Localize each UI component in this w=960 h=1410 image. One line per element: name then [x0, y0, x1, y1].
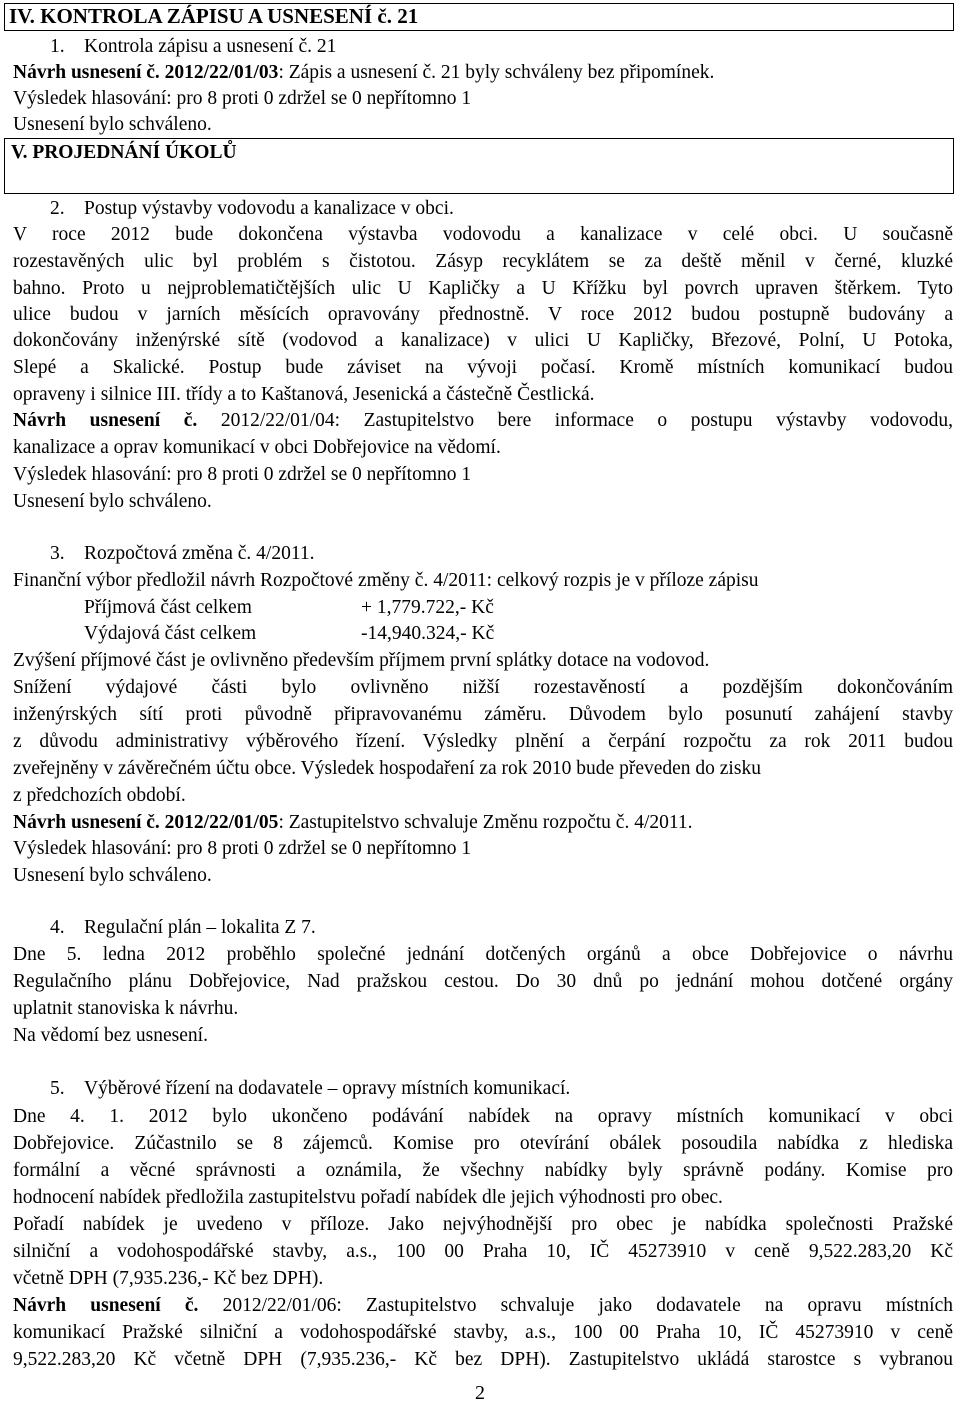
item-5-line: včetně DPH (7,935.236,- Kč bez DPH).	[13, 1268, 324, 1289]
resolution-06	[13, 1293, 953, 1319]
item-4-line: uplatnit stanoviska k návrhu.	[13, 998, 239, 1019]
section-v-box	[4, 138, 954, 194]
item-5-line: Dne 4. 1. 2012 bylo ukončeno podávání nabídek na opravy místních komunikací v obci	[13, 1106, 953, 1127]
item-3-line: z předchozích období.	[13, 785, 186, 806]
item-3-line: Snížení výdajové části bylo ovlivněno nižší rozestavěností a pozdějším dokončováním	[13, 677, 953, 698]
item-2-number: 2.	[50, 198, 65, 219]
section-v-heading: V. PROJEDNÁNÍ ÚKOLŮ	[11, 142, 237, 163]
item-1-number: 1.	[50, 36, 65, 57]
item-4-number: 4.	[50, 917, 65, 938]
item-3-number: 3.	[50, 543, 65, 564]
item-5-line: formální a věcné správnosti a oznámila, že všechny nabídky byly správně podány. Komise pro	[13, 1160, 953, 1181]
page-number: 2	[475, 1382, 485, 1404]
item-5-line: hodnocení nabídek předložila zastupitelstvu pořadí nabídek dle jejich výhodnosti pro obec.	[13, 1187, 723, 1208]
item-2-title: Postup výstavby vodovodu a kanalizace v obci.	[84, 198, 454, 219]
item-5-line: silniční a vodohospodářské stavby, a.s., 100 00 Praha 10, IČ 45273910 v ceně 9,522.283,20 Kč	[13, 1241, 953, 1262]
income-label: Příjmová část celkem	[84, 597, 252, 618]
approved-04: Usnesení bylo schváleno.	[13, 491, 212, 512]
item-3-line: inženýrských sítí proti původně připravovanému záměru. Důvodem bylo posunutí zahájení stavby	[13, 704, 953, 725]
expense-label: Výdajová část celkem	[84, 623, 257, 644]
resolution-05-label: Návrh usnesení č. 2012/22/01/05	[13, 812, 279, 833]
approved-03: Usnesení bylo schváleno.	[13, 114, 212, 135]
item-1-title: Kontrola zápisu a usnesení č. 21	[84, 36, 337, 57]
item-2-line: Slepé a Skalické. Postup bude záviset na vývoji počasí. Kromě místních komunikací budou	[13, 357, 953, 378]
item-3-title: Rozpočtová změna č. 4/2011.	[84, 543, 315, 564]
item-2-line: ulice budou v jarních měsících opravovány přednostně. V roce 2012 budou postupně budovány a	[13, 304, 953, 325]
resolution-04	[13, 408, 953, 434]
item-3-line: zveřejněny v závěrečném účtu obce. Výsledek hospodaření za rok 2010 bude převeden do zisku	[13, 758, 761, 779]
income-value: + 1,779.722,- Kč	[361, 597, 494, 618]
resolution-06-label: Návrh usnesení č.	[13, 1295, 199, 1316]
item-3-line: z důvodu administrativy výběrového řízení. Výsledky plnění a čerpání rozpočtu za rok 2011 budou	[13, 731, 953, 752]
item-4-note: Na vědomí bez usnesení.	[13, 1025, 208, 1046]
item-5-title: Výběrové řízení na dodavatele – opravy místních komunikací.	[84, 1078, 571, 1099]
resolution-06-line3: 9,522.283,20 Kč včetně DPH (7,935.236,- Kč bez DPH). Zastupitelstvo ukládá starostce s vybranou	[13, 1349, 953, 1370]
item-5-line: Dobřejovice. Zúčastnilo se 8 zájemců. Komise pro otevírání obálek posoudila nabídka z hlediska	[13, 1133, 953, 1154]
item-3-intro: Finanční výbor předložil návrh Rozpočtové změny č. 4/2011: celkový rozpis je v příloze zápisu	[13, 570, 759, 591]
resolution-04-text: 2012/22/01/04: Zastupitelstvo bere informace o postupu výstavby vodovodu,	[220, 410, 953, 431]
resolution-03-text: : Zápis a usnesení č. 21 byly schváleny bez připomínek.	[278, 62, 715, 83]
approved-05: Usnesení bylo schváleno.	[13, 865, 212, 886]
item-2-line: V roce 2012 bude dokončena výstavba vodovodu a kanalizace v celé obci. U současně	[13, 224, 953, 245]
item-3-line: Zvýšení příjmové část je ovlivněno především příjmem první splátky dotace na vodovod.	[13, 650, 710, 671]
section-iv-heading: IV. KONTROLA ZÁPISU A USNESENÍ č. 21	[4, 3, 954, 31]
vote-result-05: Výsledek hlasování: pro 8 proti 0 zdržel se 0 nepřítomno 1	[13, 838, 472, 859]
item-2-line: rozestavěných ulic byl problém s čistotou. Zásyp recyklátem se za deště měnil v černé, kluzké	[13, 251, 953, 272]
resolution-03-label: Návrh usnesení č. 2012/22/01/03	[13, 62, 279, 83]
item-2-line: bahno. Proto u nejproblematičtějších ulic U Kapličky a U Křížku byl povrch upraven štěrkem. Tyto	[13, 278, 953, 299]
item-5-line: Pořadí nabídek je uvedeno v příloze. Jako nejvýhodnější pro obec je nabídka společnosti Pražské	[13, 1214, 953, 1235]
item-4-line: Dne 5. ledna 2012 proběhlo společné jednání dotčených orgánů a obce Dobřejovice o návrhu	[13, 944, 953, 965]
resolution-05-text: : Zastupitelstvo schvaluje Změnu rozpočtu č. 4/2011.	[278, 812, 693, 833]
expense-value: -14,940.324,- Kč	[361, 623, 495, 644]
item-5-number: 5.	[50, 1078, 65, 1099]
vote-result-04: Výsledek hlasování: pro 8 proti 0 zdržel se 0 nepřítomno 1	[13, 464, 472, 485]
item-4-line: Regulačního plánu Dobřejovice, Nad pražskou cestou. Do 30 dnů po jednání mohou dotčené orgány	[13, 971, 953, 992]
resolution-04-label: Návrh usnesení č.	[13, 410, 198, 431]
resolution-05	[13, 810, 693, 836]
item-2-line: opraveny i silnice III. třídy a to Kaštanová, Jesenická a částečně Čestlická.	[13, 384, 595, 405]
item-4-title: Regulační plán – lokalita Z 7.	[84, 917, 316, 938]
resolution-06-line2: komunikací Pražské silniční a vodohospodářské stavby, a.s., 100 00 Praha 10, IČ 45273910 v ceně	[13, 1322, 953, 1343]
item-2-line: dokončovány inženýrské sítě (vodovod a kanalizace) v ulici U Kapličky, Březové, Polní, U Potoka,	[13, 330, 953, 351]
resolution-04-line2: kanalizace a oprav komunikací v obci Dobřejovice na vědomí.	[13, 437, 501, 458]
vote-result-03: Výsledek hlasování: pro 8 proti 0 zdržel se 0 nepřítomno 1	[13, 88, 472, 109]
resolution-03	[13, 60, 714, 86]
resolution-06-text: 2012/22/01/06: Zastupitelstvo schvaluje jako dodavatele na opravu místních	[222, 1295, 953, 1316]
